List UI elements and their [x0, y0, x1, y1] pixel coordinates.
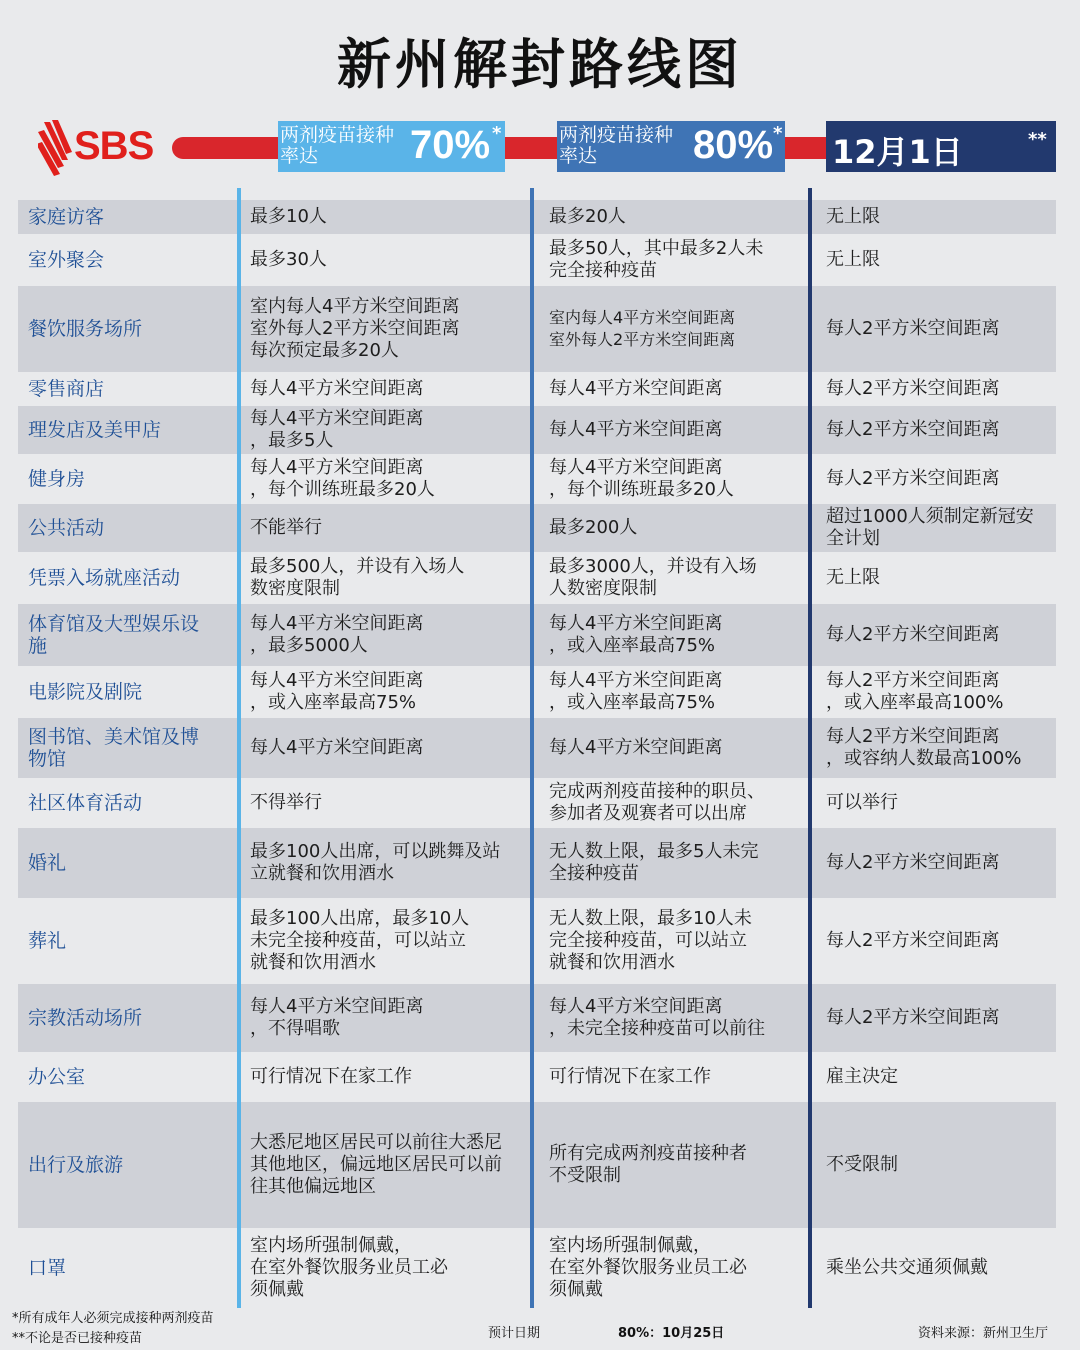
stage70-cell: 最多500人，并设有入场人 数密度限制 [250, 556, 465, 599]
stage70-cell: 每人4平方米空间距离 ，每个训练班最多20人 [250, 457, 435, 500]
category-cell: 葬礼 [28, 930, 67, 952]
category-cell: 零售商店 [28, 378, 105, 400]
table-row [0, 604, 1080, 666]
stage80-cell: 室内场所强制佩戴， 在室外餐饮服务业员工必 须佩戴 [549, 1235, 747, 1300]
stage-value: 70% [410, 123, 491, 167]
stage80-cell: 最多20人 [549, 206, 626, 227]
stage70-cell: 室内每人4平方米空间距离 室外每人2平方米空间距离 每次预定最多20人 [250, 296, 460, 361]
expected-date-label: 预计日期 [488, 1326, 541, 1341]
dec1-cell: 每人2平方米空间距离 [826, 930, 1000, 951]
dec1-cell: 乘坐公共交通须佩戴 [826, 1257, 988, 1278]
category-cell: 口罩 [28, 1257, 67, 1279]
stage-asterisk: * [492, 123, 502, 144]
category-cell: 理发店及美甲店 [28, 419, 162, 441]
dec1-cell: 不受限制 [826, 1154, 898, 1175]
stage70-cell: 大悉尼地区居民可以前往大悉尼 其他地区，偏远地区居民可以前 往其他偏远地区 [250, 1132, 502, 1197]
dec1-cell: 每人2平方米空间距离 ，或容纳人数最高100% [826, 726, 1022, 769]
stage80-cell: 每人4平方米空间距离 ，或入座率最高75% [549, 613, 723, 656]
table-row [0, 666, 1080, 718]
page-title: 新州解封路线图 [337, 33, 743, 96]
stage80-cell: 每人4平方米空间距离 ，或入座率最高75% [549, 670, 723, 713]
stage80-cell: 每人4平方米空间距离 [549, 378, 723, 399]
stage-value: 80% [693, 123, 774, 167]
table-row [0, 286, 1080, 372]
table-row [0, 504, 1080, 552]
stage70-cell: 每人4平方米空间距离 ，不得唱歌 [250, 996, 424, 1039]
dec1-cell: 无上限 [826, 567, 880, 588]
column-divider-dec1 [808, 188, 812, 1308]
dec1-cell: 超过1000人须制定新冠安 全计划 [826, 506, 1034, 549]
stage70-cell: 最多100人出席，可以跳舞及站 立就餐和饮用酒水 [250, 841, 501, 884]
table-row [0, 828, 1080, 898]
footnote-2: **不论是否已接种疫苗 [12, 1331, 143, 1346]
stage80-cell: 每人4平方米空间距离 ，未完全接种疫苗可以前往 [549, 996, 765, 1039]
stage-label: 两剂疫苗接种率达 [280, 124, 395, 167]
category-cell: 婚礼 [28, 852, 67, 874]
stage80-cell: 所有完成两剂疫苗接种者 不受限制 [549, 1143, 747, 1186]
stage70-cell: 每人4平方米空间距离 ，或入座率最高75% [250, 670, 424, 713]
logo-text: SBS [74, 124, 154, 168]
table-row [0, 1102, 1080, 1228]
category-cell: 凭票入场就座活动 [28, 567, 181, 589]
stage80-cell: 最多200人 [549, 517, 638, 538]
category-cell: 办公室 [28, 1066, 86, 1088]
stage70-cell: 最多100人出席，最多10人 未完全接种疫苗，可以站立 就餐和饮用酒水 [250, 908, 470, 973]
table-row [0, 898, 1080, 984]
stage70-cell: 每人4平方米空间距离 ，最多5000人 [250, 613, 424, 656]
table-row [0, 454, 1080, 504]
dec1-cell: 雇主决定 [826, 1066, 898, 1087]
stage-asterisk: * [773, 123, 783, 144]
table-row [0, 552, 1080, 604]
dec1-cell: 每人2平方米空间距离 [826, 378, 1000, 399]
column-divider-70 [237, 188, 241, 1308]
stage80-cell: 可行情况下在家工作 [549, 1066, 711, 1087]
dec1-cell: 无上限 [826, 249, 880, 270]
stage80-cell: 无人数上限，最多10人未 完全接种疫苗，可以站立 就餐和饮用酒水 [549, 908, 752, 973]
table-row [0, 984, 1080, 1052]
stage70-cell: 不得举行 [250, 792, 322, 813]
stage80-cell: 每人4平方米空间距离 [549, 419, 723, 440]
stage80-cell: 每人4平方米空间距离 ，每个训练班最多20人 [549, 457, 734, 500]
dec1-cell: 每人2平方米空间距离 [826, 318, 1000, 339]
stage70-cell: 最多10人 [250, 206, 327, 227]
dec1-cell: 每人2平方米空间距离 [826, 1007, 1000, 1028]
table-row [0, 718, 1080, 778]
category-cell: 宗教活动场所 [28, 1007, 143, 1029]
stage70-cell: 每人4平方米空间距离 [250, 737, 424, 758]
stage70-cell: 可行情况下在家工作 [250, 1066, 412, 1087]
stage-asterisk: ** [1028, 129, 1047, 150]
stage-label: 两剂疫苗接种率达 [559, 124, 674, 167]
dec1-cell: 每人2平方米空间距离 [826, 468, 1000, 489]
table-row [0, 778, 1080, 828]
dec1-cell: 每人2平方米空间距离 [826, 624, 1000, 645]
category-cell: 电影院及剧院 [28, 681, 143, 703]
stage80-cell: 室内每人4平方米空间距离 室外每人2平方米空间距离 [549, 308, 736, 349]
stage80-cell: 每人4平方米空间距离 [549, 737, 723, 758]
dec1-cell: 无上限 [826, 206, 880, 227]
expected-date-value: 80%：10月25日 [618, 1326, 725, 1341]
dec1-cell: 每人2平方米空间距离 [826, 419, 1000, 440]
stage80-cell: 完成两剂疫苗接种的职员、 参加者及观赛者可以出席 [549, 781, 765, 824]
category-cell: 家庭访客 [28, 206, 105, 228]
dec1-cell: 每人2平方米空间距离 [826, 852, 1000, 873]
category-cell: 健身房 [28, 468, 86, 490]
dec1-cell: 每人2平方米空间距离 ，或入座率最高100% [826, 670, 1004, 713]
stage70-cell: 最多30人 [250, 249, 327, 270]
table-row [0, 234, 1080, 286]
dec1-cell: 可以举行 [826, 792, 898, 813]
footnote-1: *所有成年人必须完成接种两剂疫苗 [12, 1311, 214, 1326]
stage70-cell: 每人4平方米空间距离 ，最多5人 [250, 408, 424, 451]
table-row [0, 1052, 1080, 1102]
stage-value: 12月1日 [832, 133, 963, 171]
table-row [0, 406, 1080, 454]
table-row [0, 372, 1080, 406]
stage80-cell: 最多50人，其中最多2人未 完全接种疫苗 [549, 238, 764, 281]
category-cell: 社区体育活动 [28, 792, 143, 814]
stage80-cell: 最多3000人，并设有入场 人数密度限制 [549, 556, 757, 599]
source-note: 资料来源：新州卫生厅 [918, 1326, 1049, 1341]
table-row [0, 200, 1080, 234]
stage70-cell: 不能举行 [250, 517, 322, 538]
stage70-cell: 每人4平方米空间距离 [250, 378, 424, 399]
table-row [0, 1228, 1080, 1308]
stage80-cell: 无人数上限，最多5人未完 全接种疫苗 [549, 841, 759, 884]
category-cell: 体育馆及大型娱乐设 施 [28, 613, 200, 657]
stage70-cell: 室内场所强制佩戴， 在室外餐饮服务业员工必 须佩戴 [250, 1235, 448, 1300]
category-cell: 图书馆、美术馆及博 物馆 [28, 726, 200, 770]
category-cell: 室外聚会 [28, 249, 105, 271]
column-divider-80 [530, 188, 534, 1308]
category-cell: 餐饮服务场所 [28, 318, 143, 340]
category-cell: 公共活动 [28, 517, 105, 539]
category-cell: 出行及旅游 [28, 1154, 124, 1176]
